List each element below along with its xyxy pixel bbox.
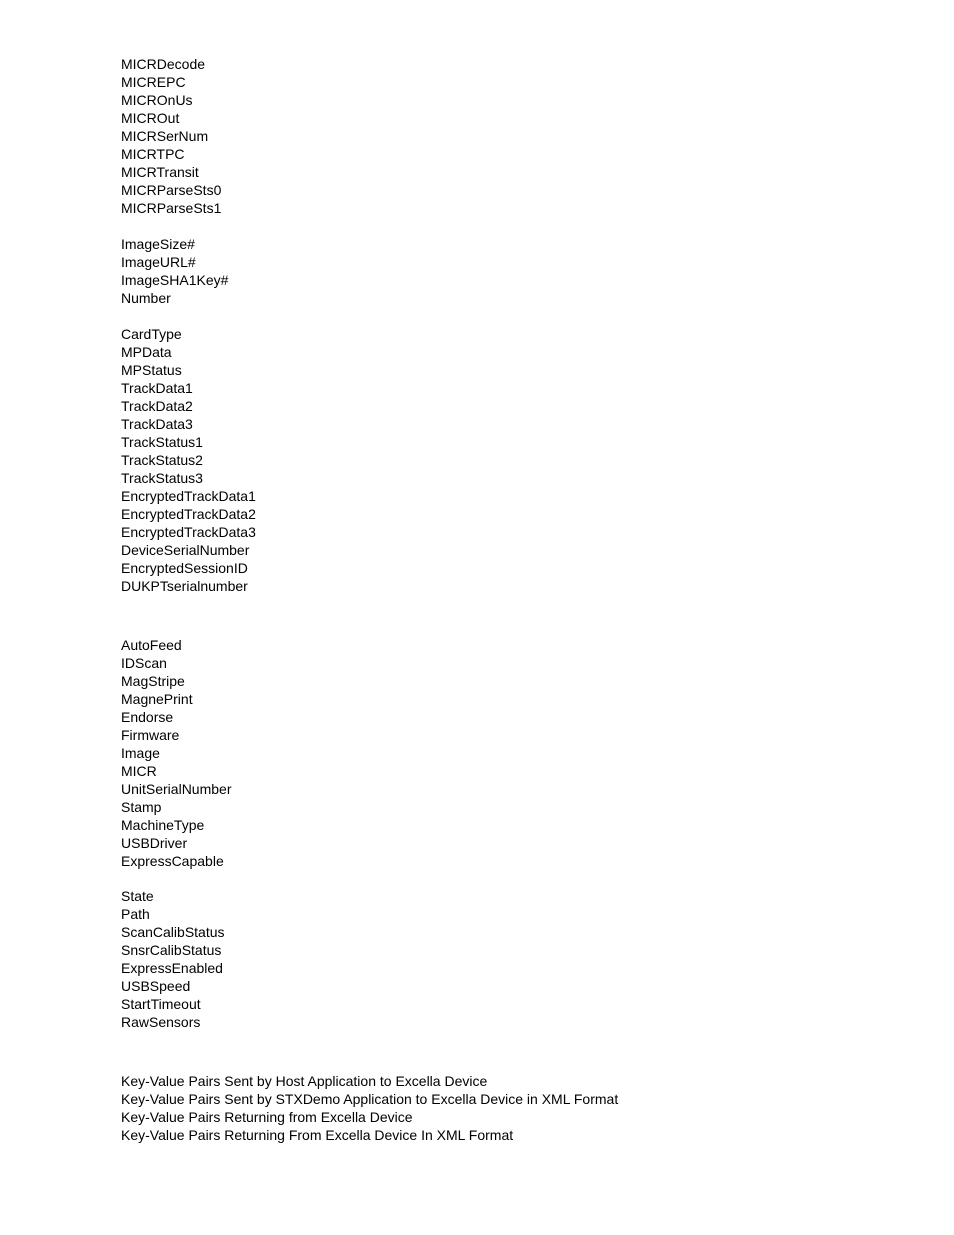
list-item: MPData [121,344,172,360]
list-item: Stamp [121,799,162,815]
list-item: Key-Value Pairs Sent by Host Application to Excella Device [121,1073,488,1089]
list-item: TrackData3 [121,416,193,432]
list-item: IDScan [121,655,167,671]
list-item: UnitSerialNumber [121,781,232,797]
list-item: Endorse [121,709,174,725]
list-item: DUKPTserialnumber [121,578,248,594]
document-page [121,55,881,1144]
list-item: MICRParseSts0 [121,182,222,198]
list-item: Firmware [121,727,180,743]
list-item: Key-Value Pairs Sent by STXDemo Application to Excella Device in XML Format [121,1091,619,1107]
list-item: Path [121,906,150,922]
list-item: MICRSerNum [121,128,209,144]
list-item: EncryptedTrackData2 [121,506,256,522]
list-item: EncryptedSessionID [121,560,248,576]
spacer [121,1031,881,1072]
list-item: MPStatus [121,362,182,378]
list-item: ImageURL# [121,254,196,270]
list-item: AutoFeed [121,637,182,653]
list-item: USBSpeed [121,978,191,994]
list-item: MICRParseSts1 [121,200,222,216]
spacer [121,307,881,325]
list-item: CardType [121,326,182,342]
spacer [121,595,881,636]
list-item: MICR [121,763,157,779]
list-item: MICROnUs [121,92,193,108]
list-item: EncryptedTrackData1 [121,488,256,504]
capability-fields-list [121,636,881,870]
list-item: Image [121,745,160,761]
status-fields-list [121,887,881,1031]
list-item: ImageSHA1Key# [121,272,229,288]
list-item: MICREPC [121,74,186,90]
list-item: EncryptedTrackData3 [121,524,256,540]
list-item: SnsrCalibStatus [121,942,222,958]
spacer [121,870,881,887]
list-item: DeviceSerialNumber [121,542,250,558]
list-item: StartTimeout [121,996,201,1012]
list-item: MICRTPC [121,146,185,162]
list-item: ScanCalibStatus [121,924,225,940]
list-item: TrackData1 [121,380,193,396]
list-item: Key-Value Pairs Returning From Excella Device In XML Format [121,1127,514,1143]
list-item: MICROut [121,110,180,126]
list-item: Number [121,290,171,306]
list-item: RawSensors [121,1014,201,1030]
list-item: ExpressCapable [121,853,224,869]
list-item: State [121,888,154,904]
list-item: MachineType [121,817,205,833]
list-item: TrackStatus2 [121,452,203,468]
list-item: TrackData2 [121,398,193,414]
spacer [121,217,881,235]
list-item: MICRTransit [121,164,199,180]
list-item: MagStripe [121,673,185,689]
list-item: TrackStatus1 [121,434,203,450]
list-item: TrackStatus3 [121,470,203,486]
card-fields-list [121,325,881,595]
list-item: Key-Value Pairs Returning from Excella Device [121,1109,413,1125]
list-item: USBDriver [121,835,188,851]
list-item: MICRDecode [121,56,206,72]
micr-fields-list [121,55,881,217]
list-item: ExpressEnabled [121,960,223,976]
list-item: ImageSize# [121,236,195,252]
key-value-pairs-list [121,1072,881,1144]
image-fields-list [121,235,881,307]
list-item: MagnePrint [121,691,193,707]
